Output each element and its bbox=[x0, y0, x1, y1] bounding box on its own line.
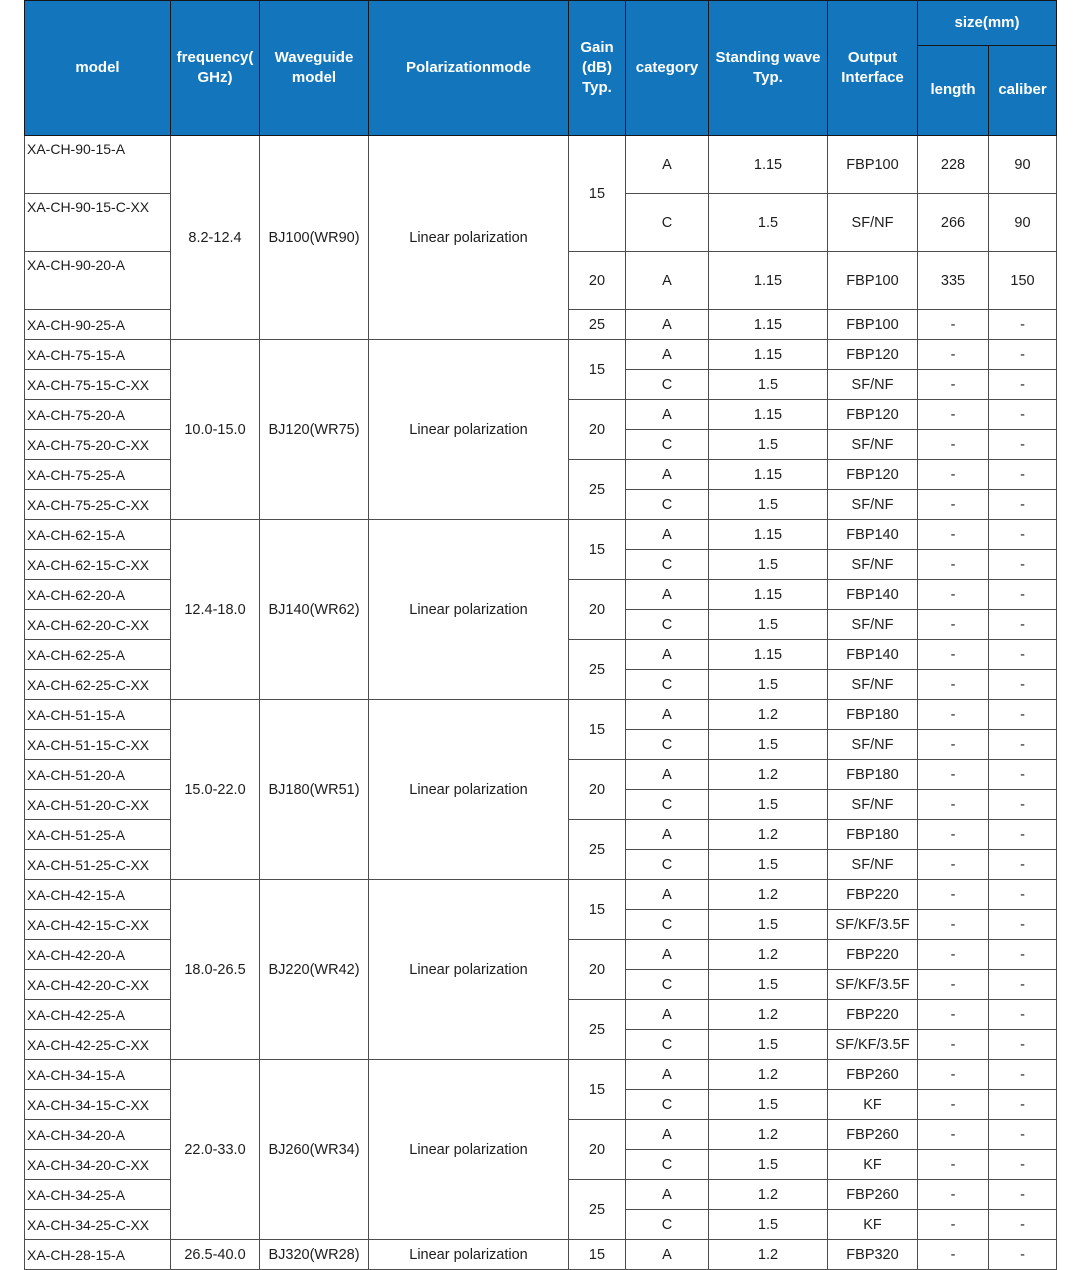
cell-gain: 20 bbox=[569, 580, 626, 640]
cell-output-interface: SF/NF bbox=[828, 730, 918, 760]
table-row bbox=[25, 520, 1057, 550]
cell-standing-wave: 1.5 bbox=[709, 1090, 828, 1120]
cell-standing-wave: 1.5 bbox=[709, 490, 828, 520]
cell-caliber: - bbox=[989, 1120, 1057, 1150]
cell-output-interface: KF bbox=[828, 1090, 918, 1120]
cell-standing-wave: 1.5 bbox=[709, 970, 828, 1000]
cell-length: - bbox=[918, 880, 989, 910]
cell-output-interface: FBP320 bbox=[828, 1240, 918, 1270]
header-model-label: model bbox=[75, 58, 120, 76]
cell-standing-wave: 1.15 bbox=[709, 136, 828, 194]
cell-length: - bbox=[918, 1180, 989, 1210]
cell-standing-wave: 1.15 bbox=[709, 460, 828, 490]
cell-caliber: - bbox=[989, 850, 1057, 880]
cell-polarization: Linear polarization bbox=[369, 700, 569, 880]
cell-model: XA-CH-62-15-C-XX bbox=[25, 550, 171, 580]
cell-length: - bbox=[918, 1120, 989, 1150]
cell-category: A bbox=[626, 520, 709, 550]
cell-standing-wave: 1.15 bbox=[709, 252, 828, 310]
cell-caliber: 90 bbox=[989, 194, 1057, 252]
cell-output-interface: FBP220 bbox=[828, 1000, 918, 1030]
cell-caliber: 150 bbox=[989, 252, 1057, 310]
cell-length: - bbox=[918, 940, 989, 970]
table-row bbox=[25, 700, 1057, 730]
cell-waveguide: BJ180(WR51) bbox=[260, 700, 369, 880]
cell-model: XA-CH-51-20-C-XX bbox=[25, 790, 171, 820]
cell-gain: 25 bbox=[569, 820, 626, 880]
cell-model: XA-CH-34-25-A bbox=[25, 1180, 171, 1210]
cell-length: - bbox=[918, 310, 989, 340]
cell-length: - bbox=[918, 550, 989, 580]
cell-output-interface: FBP180 bbox=[828, 820, 918, 850]
header-gain: Gain (dB) Typ. bbox=[569, 1, 626, 136]
cell-standing-wave: 1.5 bbox=[709, 730, 828, 760]
cell-standing-wave: 1.5 bbox=[709, 430, 828, 460]
cell-category: A bbox=[626, 1000, 709, 1030]
cell-model: XA-CH-90-15-C-XX bbox=[25, 194, 171, 252]
cell-output-interface: FBP140 bbox=[828, 640, 918, 670]
cell-caliber: - bbox=[989, 880, 1057, 910]
cell-model: XA-CH-42-20-C-XX bbox=[25, 970, 171, 1000]
cell-length: - bbox=[918, 850, 989, 880]
cell-category: C bbox=[626, 430, 709, 460]
cell-standing-wave: 1.5 bbox=[709, 1150, 828, 1180]
cell-model: XA-CH-75-25-A bbox=[25, 460, 171, 490]
cell-model: XA-CH-42-15-C-XX bbox=[25, 910, 171, 940]
cell-standing-wave: 1.2 bbox=[709, 880, 828, 910]
cell-category: C bbox=[626, 370, 709, 400]
header-waveguide: Waveguide model bbox=[260, 1, 369, 136]
cell-model: XA-CH-62-25-A bbox=[25, 640, 171, 670]
cell-category: A bbox=[626, 940, 709, 970]
cell-length: 335 bbox=[918, 252, 989, 310]
cell-output-interface: SF/NF bbox=[828, 430, 918, 460]
cell-output-interface: FBP100 bbox=[828, 136, 918, 194]
cell-category: A bbox=[626, 580, 709, 610]
cell-standing-wave: 1.2 bbox=[709, 1240, 828, 1270]
cell-model: XA-CH-28-15-A bbox=[25, 1240, 171, 1270]
header-output-interface: Output Interface bbox=[828, 1, 918, 136]
cell-output-interface: SF/NF bbox=[828, 610, 918, 640]
cell-gain: 15 bbox=[569, 1240, 626, 1270]
cell-caliber: - bbox=[989, 460, 1057, 490]
cell-category: C bbox=[626, 1030, 709, 1060]
cell-length: - bbox=[918, 1000, 989, 1030]
cell-length: - bbox=[918, 490, 989, 520]
cell-category: C bbox=[626, 1090, 709, 1120]
cell-standing-wave: 1.5 bbox=[709, 670, 828, 700]
cell-output-interface: FBP100 bbox=[828, 252, 918, 310]
cell-model: XA-CH-90-20-A bbox=[25, 252, 171, 310]
cell-model: XA-CH-42-25-A bbox=[25, 1000, 171, 1030]
cell-gain: 15 bbox=[569, 700, 626, 760]
cell-output-interface: SF/NF bbox=[828, 670, 918, 700]
cell-model: XA-CH-75-15-C-XX bbox=[25, 370, 171, 400]
cell-standing-wave: 1.2 bbox=[709, 1060, 828, 1090]
cell-length: - bbox=[918, 820, 989, 850]
cell-category: A bbox=[626, 252, 709, 310]
cell-caliber: - bbox=[989, 520, 1057, 550]
cell-length: - bbox=[918, 400, 989, 430]
cell-output-interface: KF bbox=[828, 1210, 918, 1240]
cell-category: A bbox=[626, 640, 709, 670]
cell-length: - bbox=[918, 1060, 989, 1090]
cell-standing-wave: 1.2 bbox=[709, 700, 828, 730]
cell-output-interface: FBP260 bbox=[828, 1060, 918, 1090]
spec-table-body bbox=[25, 136, 1057, 1270]
cell-category: A bbox=[626, 820, 709, 850]
cell-category: A bbox=[626, 1180, 709, 1210]
cell-output-interface: FBP140 bbox=[828, 580, 918, 610]
cell-polarization: Linear polarization bbox=[369, 136, 569, 340]
cell-output-interface: FBP120 bbox=[828, 400, 918, 430]
cell-length: - bbox=[918, 670, 989, 700]
cell-model: XA-CH-34-15-A bbox=[25, 1060, 171, 1090]
table-row bbox=[25, 136, 1057, 194]
cell-caliber: - bbox=[989, 670, 1057, 700]
header-caliber bbox=[989, 46, 1057, 136]
cell-output-interface: SF/KF/3.5F bbox=[828, 1030, 918, 1060]
cell-caliber: - bbox=[989, 340, 1057, 370]
cell-output-interface: SF/NF bbox=[828, 490, 918, 520]
cell-model: XA-CH-62-25-C-XX bbox=[25, 670, 171, 700]
cell-model: XA-CH-90-25-A bbox=[25, 310, 171, 340]
cell-output-interface: FBP180 bbox=[828, 700, 918, 730]
cell-category: C bbox=[626, 910, 709, 940]
cell-model: XA-CH-34-20-C-XX bbox=[25, 1150, 171, 1180]
cell-caliber: - bbox=[989, 1210, 1057, 1240]
cell-caliber: - bbox=[989, 940, 1057, 970]
cell-length: - bbox=[918, 460, 989, 490]
cell-category: A bbox=[626, 1060, 709, 1090]
cell-output-interface: SF/NF bbox=[828, 370, 918, 400]
cell-model: XA-CH-51-25-A bbox=[25, 820, 171, 850]
cell-gain: 15 bbox=[569, 136, 626, 252]
cell-category: C bbox=[626, 790, 709, 820]
header-category bbox=[626, 1, 709, 136]
cell-standing-wave: 1.15 bbox=[709, 580, 828, 610]
cell-waveguide: BJ220(WR42) bbox=[260, 880, 369, 1060]
table-row bbox=[25, 1060, 1057, 1090]
header-polarization bbox=[369, 1, 569, 136]
cell-length: - bbox=[918, 1240, 989, 1270]
cell-model: XA-CH-34-20-A bbox=[25, 1120, 171, 1150]
table-row bbox=[25, 1240, 1057, 1270]
cell-frequency: 15.0-22.0 bbox=[171, 700, 260, 880]
cell-category: A bbox=[626, 400, 709, 430]
cell-waveguide: BJ120(WR75) bbox=[260, 340, 369, 520]
cell-standing-wave: 1.5 bbox=[709, 1030, 828, 1060]
cell-gain: 15 bbox=[569, 880, 626, 940]
cell-model: XA-CH-51-15-C-XX bbox=[25, 730, 171, 760]
cell-model: XA-CH-75-15-A bbox=[25, 340, 171, 370]
cell-model: XA-CH-75-20-A bbox=[25, 400, 171, 430]
cell-gain: 25 bbox=[569, 310, 626, 340]
cell-polarization: Linear polarization bbox=[369, 1060, 569, 1240]
cell-caliber: - bbox=[989, 640, 1057, 670]
cell-output-interface: FBP220 bbox=[828, 880, 918, 910]
header-frequency: frequency( GHz) bbox=[171, 1, 260, 136]
cell-length: - bbox=[918, 760, 989, 790]
header-length-label: length bbox=[930, 81, 976, 99]
cell-standing-wave: 1.5 bbox=[709, 790, 828, 820]
cell-length: - bbox=[918, 700, 989, 730]
header-standing-wave: Standing wave Typ. bbox=[709, 1, 828, 136]
cell-gain: 20 bbox=[569, 252, 626, 310]
cell-gain: 25 bbox=[569, 1180, 626, 1240]
cell-waveguide: BJ320(WR28) bbox=[260, 1240, 369, 1270]
spec-table-container bbox=[24, 0, 1056, 1270]
cell-output-interface: FBP260 bbox=[828, 1180, 918, 1210]
cell-length: - bbox=[918, 1030, 989, 1060]
cell-length: - bbox=[918, 1150, 989, 1180]
cell-model: XA-CH-62-15-A bbox=[25, 520, 171, 550]
cell-caliber: - bbox=[989, 490, 1057, 520]
cell-category: C bbox=[626, 1150, 709, 1180]
cell-category: C bbox=[626, 550, 709, 580]
cell-standing-wave: 1.15 bbox=[709, 400, 828, 430]
cell-gain: 20 bbox=[569, 400, 626, 460]
cell-category: A bbox=[626, 1240, 709, 1270]
cell-gain: 25 bbox=[569, 460, 626, 520]
cell-caliber: - bbox=[989, 610, 1057, 640]
cell-standing-wave: 1.2 bbox=[709, 760, 828, 790]
cell-caliber: - bbox=[989, 400, 1057, 430]
header-size bbox=[918, 1, 1057, 46]
cell-length: - bbox=[918, 340, 989, 370]
header-polarization-label: Polarizationmode bbox=[405, 58, 532, 76]
cell-gain: 15 bbox=[569, 520, 626, 580]
table-row bbox=[25, 340, 1057, 370]
cell-output-interface: FBP220 bbox=[828, 940, 918, 970]
cell-standing-wave: 1.5 bbox=[709, 194, 828, 252]
cell-standing-wave: 1.2 bbox=[709, 940, 828, 970]
cell-output-interface: FBP180 bbox=[828, 760, 918, 790]
cell-category: A bbox=[626, 136, 709, 194]
cell-category: C bbox=[626, 970, 709, 1000]
cell-output-interface: SF/KF/3.5F bbox=[828, 970, 918, 1000]
cell-waveguide: BJ140(WR62) bbox=[260, 520, 369, 700]
cell-frequency: 8.2-12.4 bbox=[171, 136, 260, 340]
cell-output-interface: SF/NF bbox=[828, 850, 918, 880]
cell-category: A bbox=[626, 1120, 709, 1150]
cell-model: XA-CH-51-20-A bbox=[25, 760, 171, 790]
cell-model: XA-CH-42-25-C-XX bbox=[25, 1030, 171, 1060]
cell-category: A bbox=[626, 880, 709, 910]
cell-category: C bbox=[626, 610, 709, 640]
cell-caliber: - bbox=[989, 310, 1057, 340]
cell-frequency: 18.0-26.5 bbox=[171, 880, 260, 1060]
cell-standing-wave: 1.2 bbox=[709, 1120, 828, 1150]
cell-category: A bbox=[626, 460, 709, 490]
cell-output-interface: SF/KF/3.5F bbox=[828, 910, 918, 940]
cell-length: - bbox=[918, 730, 989, 760]
spec-table bbox=[24, 0, 1057, 1270]
cell-output-interface: FBP260 bbox=[828, 1120, 918, 1150]
cell-length: - bbox=[918, 580, 989, 610]
header-model bbox=[25, 1, 171, 136]
header-size-label: size(mm) bbox=[954, 13, 1020, 31]
cell-length: - bbox=[918, 970, 989, 1000]
header-caliber-label: caliber bbox=[998, 81, 1047, 99]
cell-model: XA-CH-51-25-C-XX bbox=[25, 850, 171, 880]
cell-caliber: 90 bbox=[989, 136, 1057, 194]
cell-standing-wave: 1.15 bbox=[709, 310, 828, 340]
cell-caliber: - bbox=[989, 1090, 1057, 1120]
cell-length: - bbox=[918, 370, 989, 400]
cell-gain: 20 bbox=[569, 760, 626, 820]
cell-standing-wave: 1.2 bbox=[709, 820, 828, 850]
cell-output-interface: KF bbox=[828, 1150, 918, 1180]
cell-standing-wave: 1.15 bbox=[709, 640, 828, 670]
cell-standing-wave: 1.2 bbox=[709, 1180, 828, 1210]
cell-gain: 25 bbox=[569, 640, 626, 700]
cell-caliber: - bbox=[989, 910, 1057, 940]
cell-category: C bbox=[626, 670, 709, 700]
cell-standing-wave: 1.5 bbox=[709, 850, 828, 880]
cell-model: XA-CH-42-15-A bbox=[25, 880, 171, 910]
cell-length: - bbox=[918, 610, 989, 640]
cell-length: - bbox=[918, 520, 989, 550]
cell-caliber: - bbox=[989, 820, 1057, 850]
cell-frequency: 12.4-18.0 bbox=[171, 520, 260, 700]
cell-gain: 15 bbox=[569, 1060, 626, 1120]
cell-gain: 15 bbox=[569, 340, 626, 400]
cell-standing-wave: 1.2 bbox=[709, 1000, 828, 1030]
cell-polarization: Linear polarization bbox=[369, 1240, 569, 1270]
cell-category: C bbox=[626, 850, 709, 880]
cell-output-interface: SF/NF bbox=[828, 194, 918, 252]
cell-length: 266 bbox=[918, 194, 989, 252]
cell-output-interface: SF/NF bbox=[828, 790, 918, 820]
spec-table-header bbox=[25, 1, 1057, 136]
header-category-label: category bbox=[635, 58, 699, 76]
cell-model: XA-CH-51-15-A bbox=[25, 700, 171, 730]
cell-length: - bbox=[918, 1090, 989, 1120]
cell-gain: 20 bbox=[569, 1120, 626, 1180]
cell-caliber: - bbox=[989, 970, 1057, 1000]
cell-polarization: Linear polarization bbox=[369, 880, 569, 1060]
cell-gain: 25 bbox=[569, 1000, 626, 1060]
cell-length: 228 bbox=[918, 136, 989, 194]
cell-waveguide: BJ100(WR90) bbox=[260, 136, 369, 340]
cell-model: XA-CH-62-20-C-XX bbox=[25, 610, 171, 640]
cell-standing-wave: 1.5 bbox=[709, 610, 828, 640]
cell-model: XA-CH-34-15-C-XX bbox=[25, 1090, 171, 1120]
cell-length: - bbox=[918, 1210, 989, 1240]
cell-length: - bbox=[918, 430, 989, 460]
cell-caliber: - bbox=[989, 700, 1057, 730]
cell-standing-wave: 1.5 bbox=[709, 910, 828, 940]
cell-length: - bbox=[918, 640, 989, 670]
cell-output-interface: FBP120 bbox=[828, 460, 918, 490]
cell-caliber: - bbox=[989, 370, 1057, 400]
cell-output-interface: FBP100 bbox=[828, 310, 918, 340]
header-length bbox=[918, 46, 989, 136]
cell-caliber: - bbox=[989, 730, 1057, 760]
cell-caliber: - bbox=[989, 790, 1057, 820]
cell-category: C bbox=[626, 490, 709, 520]
cell-caliber: - bbox=[989, 430, 1057, 460]
cell-caliber: - bbox=[989, 760, 1057, 790]
cell-category: A bbox=[626, 700, 709, 730]
cell-output-interface: SF/NF bbox=[828, 550, 918, 580]
cell-waveguide: BJ260(WR34) bbox=[260, 1060, 369, 1240]
cell-caliber: - bbox=[989, 580, 1057, 610]
cell-standing-wave: 1.5 bbox=[709, 550, 828, 580]
cell-model: XA-CH-42-20-A bbox=[25, 940, 171, 970]
cell-length: - bbox=[918, 910, 989, 940]
cell-caliber: - bbox=[989, 1180, 1057, 1210]
cell-caliber: - bbox=[989, 1030, 1057, 1060]
cell-frequency: 10.0-15.0 bbox=[171, 340, 260, 520]
cell-model: XA-CH-75-20-C-XX bbox=[25, 430, 171, 460]
cell-category: A bbox=[626, 310, 709, 340]
table-row bbox=[25, 880, 1057, 910]
cell-model: XA-CH-62-20-A bbox=[25, 580, 171, 610]
cell-caliber: - bbox=[989, 1060, 1057, 1090]
cell-category: C bbox=[626, 730, 709, 760]
cell-standing-wave: 1.5 bbox=[709, 1210, 828, 1240]
cell-standing-wave: 1.5 bbox=[709, 370, 828, 400]
cell-standing-wave: 1.15 bbox=[709, 340, 828, 370]
cell-category: C bbox=[626, 1210, 709, 1240]
cell-caliber: - bbox=[989, 1240, 1057, 1270]
cell-length: - bbox=[918, 790, 989, 820]
cell-model: XA-CH-75-25-C-XX bbox=[25, 490, 171, 520]
cell-polarization: Linear polarization bbox=[369, 340, 569, 520]
cell-standing-wave: 1.15 bbox=[709, 520, 828, 550]
cell-category: A bbox=[626, 340, 709, 370]
cell-polarization: Linear polarization bbox=[369, 520, 569, 700]
cell-category: C bbox=[626, 194, 709, 252]
cell-model: XA-CH-90-15-A bbox=[25, 136, 171, 194]
cell-caliber: - bbox=[989, 1150, 1057, 1180]
cell-caliber: - bbox=[989, 550, 1057, 580]
cell-gain: 20 bbox=[569, 940, 626, 1000]
cell-output-interface: FBP140 bbox=[828, 520, 918, 550]
cell-model: XA-CH-34-25-C-XX bbox=[25, 1210, 171, 1240]
cell-frequency: 26.5-40.0 bbox=[171, 1240, 260, 1270]
cell-caliber: - bbox=[989, 1000, 1057, 1030]
cell-frequency: 22.0-33.0 bbox=[171, 1060, 260, 1240]
cell-output-interface: FBP120 bbox=[828, 340, 918, 370]
cell-category: A bbox=[626, 760, 709, 790]
